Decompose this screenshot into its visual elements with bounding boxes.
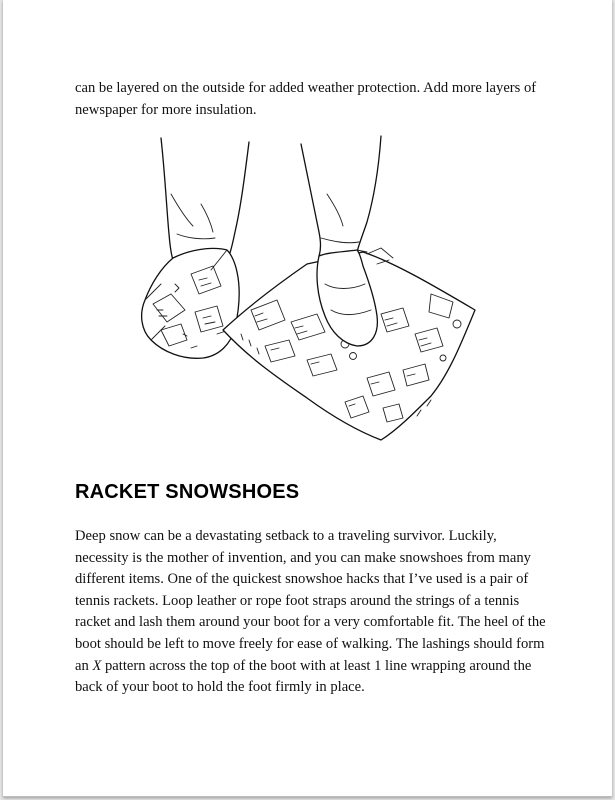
document-page — [3, 0, 612, 797]
body-paragraph-x: X — [92, 657, 102, 674]
newspaper-wrapped-feet-illustration — [131, 134, 481, 450]
body-paragraph-part-2: pattern across the top of the boot with at least 1 line wrapping around the back of your boot to hold the foot firmly in place. — [75, 657, 532, 696]
intro-paragraph: can be layered on the outside for added weather protection. Add more layers of newspaper for more insulation. — [75, 80, 537, 118]
body-paragraph — [75, 526, 551, 699]
body-paragraph-part-1: Deep snow can be a devastating setback to a traveling survivor. Luckily, necessity is the mother of invention, and you can make snowshoes from many different items. One of the quickest snowshoe hacks that I’ve used is a pair of tennis rackets. Loop leather or rope foot straps around the strings of a tennis racket and lash them around your boot for a very comfortable fit. The heel of the boot should be left to move freely for ease of walking. The lashings should form an — [75, 528, 546, 674]
section-heading: RACKET SNOWSHOES — [75, 481, 300, 503]
